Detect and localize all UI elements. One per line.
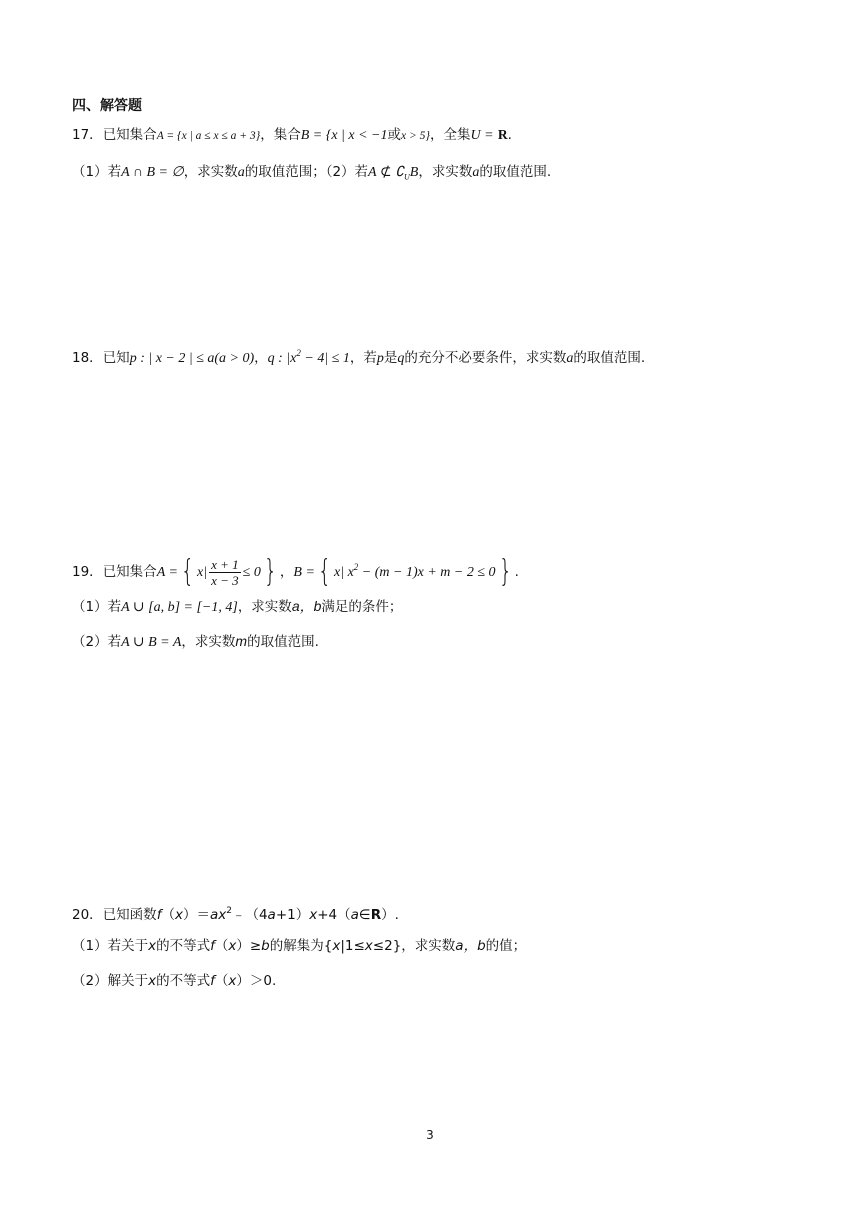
q17-set-a: A = {x | a ≤ x ≤ a + 3} (156, 130, 261, 142)
q20-p1-d: ）≥ (236, 938, 262, 954)
q19-p1-math: A ∪ [a, b] = [−1, 4] (121, 600, 238, 615)
q19-brace-left: { (180, 554, 195, 589)
q17-text-2: ，集合 (260, 127, 301, 143)
question-19-stem (72, 545, 519, 589)
q17-universal-set: U = (470, 128, 494, 143)
q20-p1-bvar: b (261, 938, 270, 954)
q18-var-p: p (376, 351, 384, 366)
q19-set-a-pre: A = (156, 565, 178, 580)
q19-fraction-numerator: x + 1 (211, 556, 239, 572)
q17-text-1: 已知集合 (102, 127, 157, 143)
q19-p2-end: 的取值范围. (247, 634, 319, 650)
q18-text-2: ， (254, 350, 268, 366)
question-19-part-2 (72, 630, 319, 654)
section-title (72, 95, 142, 117)
q20-x: x (174, 907, 183, 923)
q18-condition-q-end: − 4| ≤ 1 (300, 351, 350, 366)
question-20-stem (72, 900, 399, 926)
q19-p1-prefix: （1）若 (72, 599, 122, 615)
q19-set-b-sup: 2 (353, 562, 359, 572)
q17-set-b: B = {x | x < −1 (300, 128, 388, 143)
q17-text-3: ，全集 (429, 127, 471, 143)
q20-p2-a: （2）解关于 (72, 973, 149, 989)
q19-brace-left-b: { (317, 554, 332, 589)
q18-text-5: 的充分不必要条件，求实数 (404, 350, 567, 366)
q20-p1-ab: a，b (455, 938, 486, 954)
page-number: 3 (426, 1128, 434, 1142)
q17-p1-prefix: （1）若 (72, 164, 122, 180)
q20-p2-x2: x (228, 973, 237, 989)
q17-p2-math: A ⊄ ∁ (368, 165, 404, 180)
q20-p1-f2: |1≤ (340, 938, 365, 954)
q18-text-6: 的取值范围. (573, 350, 646, 366)
q20-ax: ax (209, 907, 227, 923)
q20-p2-x: x (148, 973, 157, 989)
q19-fraction-denominator: x − 3 (211, 572, 239, 588)
q18-text-1: 已知 (102, 350, 130, 366)
q20-p1-x4: x (364, 938, 373, 954)
q17-p2-sub: U (403, 172, 410, 182)
q20-text-7: ∈ (358, 907, 371, 923)
q17-p1-end: 的取值范围；（2）若 (244, 164, 369, 180)
q18-text-4: 是 (383, 350, 398, 366)
section-title-text: 四、解答题 (72, 98, 142, 114)
q20-p1-g: ≤2}，求实数 (372, 938, 456, 954)
q19-brace-right: } (263, 554, 278, 589)
q20-text-4: ﹣（4 (231, 907, 268, 923)
q18-condition-p: p : | x − 2 | ≤ a(a > 0) (129, 351, 255, 366)
q20-p2-d: ）＞0. (236, 973, 277, 989)
q20-text-8: ）. (381, 907, 399, 923)
q19-p1-end: 满足的条件； (321, 599, 403, 615)
q20-p1-e: 的解集为{ (269, 938, 333, 954)
q20-p2-c: （ (214, 973, 229, 989)
q18-number: 18． (72, 350, 103, 366)
q19-p2-var: m (235, 633, 248, 649)
q19-p2-math: A ∪ B = A (121, 635, 182, 650)
q19-text-2: ， (279, 564, 294, 580)
q20-x2: x (309, 907, 318, 923)
q17-p1-math: A ∩ B = ∅ (121, 165, 184, 180)
q20-p1-f: f (210, 938, 215, 954)
q19-fraction (209, 557, 241, 588)
question-18-stem (72, 342, 645, 370)
q17-real-symbol: R (497, 127, 508, 142)
q19-p2-suffix: ，求实数 (181, 634, 236, 650)
q19-set-b-x: x| x (334, 565, 354, 580)
q18-condition-q-sup: 2 (296, 348, 301, 358)
q19-text-3: . (514, 564, 519, 580)
q17-p2-end: 的取值范围. (479, 164, 552, 180)
q19-set-a-post: ≤ 0 (242, 565, 261, 580)
q18-condition-q: q : |x (267, 351, 297, 366)
q20-number: 20． (72, 907, 103, 923)
q17-number: 17． (72, 127, 103, 143)
q17-text-or: 或 (387, 127, 401, 143)
q17-p1-suffix: ，求实数 (183, 164, 238, 180)
q17-p2-var: a (472, 165, 480, 180)
q20-p2-b: 的不等式 (156, 973, 211, 989)
q20-p1-b: 的不等式 (156, 938, 211, 954)
q20-text-2: （ (161, 907, 175, 923)
q19-set-b-post: − (m − 1)x + m − 2 ≤ 0 (358, 565, 496, 580)
q19-p1-vars: a，b (291, 598, 322, 614)
q19-p2-prefix: （2）若 (72, 634, 122, 650)
q20-p1-h: 的值； (485, 938, 527, 954)
q17-set-b-end: x > 5} (401, 130, 430, 142)
question-20-part-1 (72, 935, 526, 957)
q18-var-q: q (397, 351, 405, 366)
q17-p2-math2: B (409, 165, 419, 180)
q19-set-b-pre: B = (293, 565, 315, 580)
q20-p1-x: x (148, 938, 157, 954)
q19-p1-suffix: ，求实数 (237, 599, 292, 615)
q17-p1-var: a (237, 165, 245, 180)
q20-text-5: +1） (275, 907, 310, 923)
q18-var-a: a (566, 351, 574, 366)
q20-p1-c: （ (214, 938, 229, 954)
q19-text-1: 已知集合 (102, 564, 157, 580)
q18-text-3: ，若 (349, 350, 377, 366)
q20-real: R (370, 907, 382, 923)
q20-sup: 2 (226, 906, 232, 916)
question-17-parts (72, 161, 551, 189)
q20-text-1: 已知函数 (102, 907, 157, 923)
q20-a2: a (350, 907, 359, 923)
q19-brace-right-b: } (498, 554, 512, 589)
q17-end: . (507, 127, 512, 143)
q20-text-3: ）＝ (182, 907, 210, 923)
question-19-part-1 (72, 595, 402, 619)
q20-p1-x3: x (332, 938, 341, 954)
question-20-part-2 (72, 970, 276, 992)
q19-number: 19． (72, 564, 103, 580)
q20-a: a (267, 907, 276, 923)
question-17-stem (72, 124, 512, 147)
q19-set-a-x: x| (197, 565, 208, 580)
q20-p2-f: f (210, 973, 215, 989)
q20-f: f (156, 907, 162, 923)
q20-p1-a: （1）若关于 (72, 938, 149, 954)
q20-p1-x2: x (228, 938, 237, 954)
q20-text-6: +4（ (317, 907, 351, 923)
q17-p2-suffix: ，求实数 (418, 164, 473, 180)
